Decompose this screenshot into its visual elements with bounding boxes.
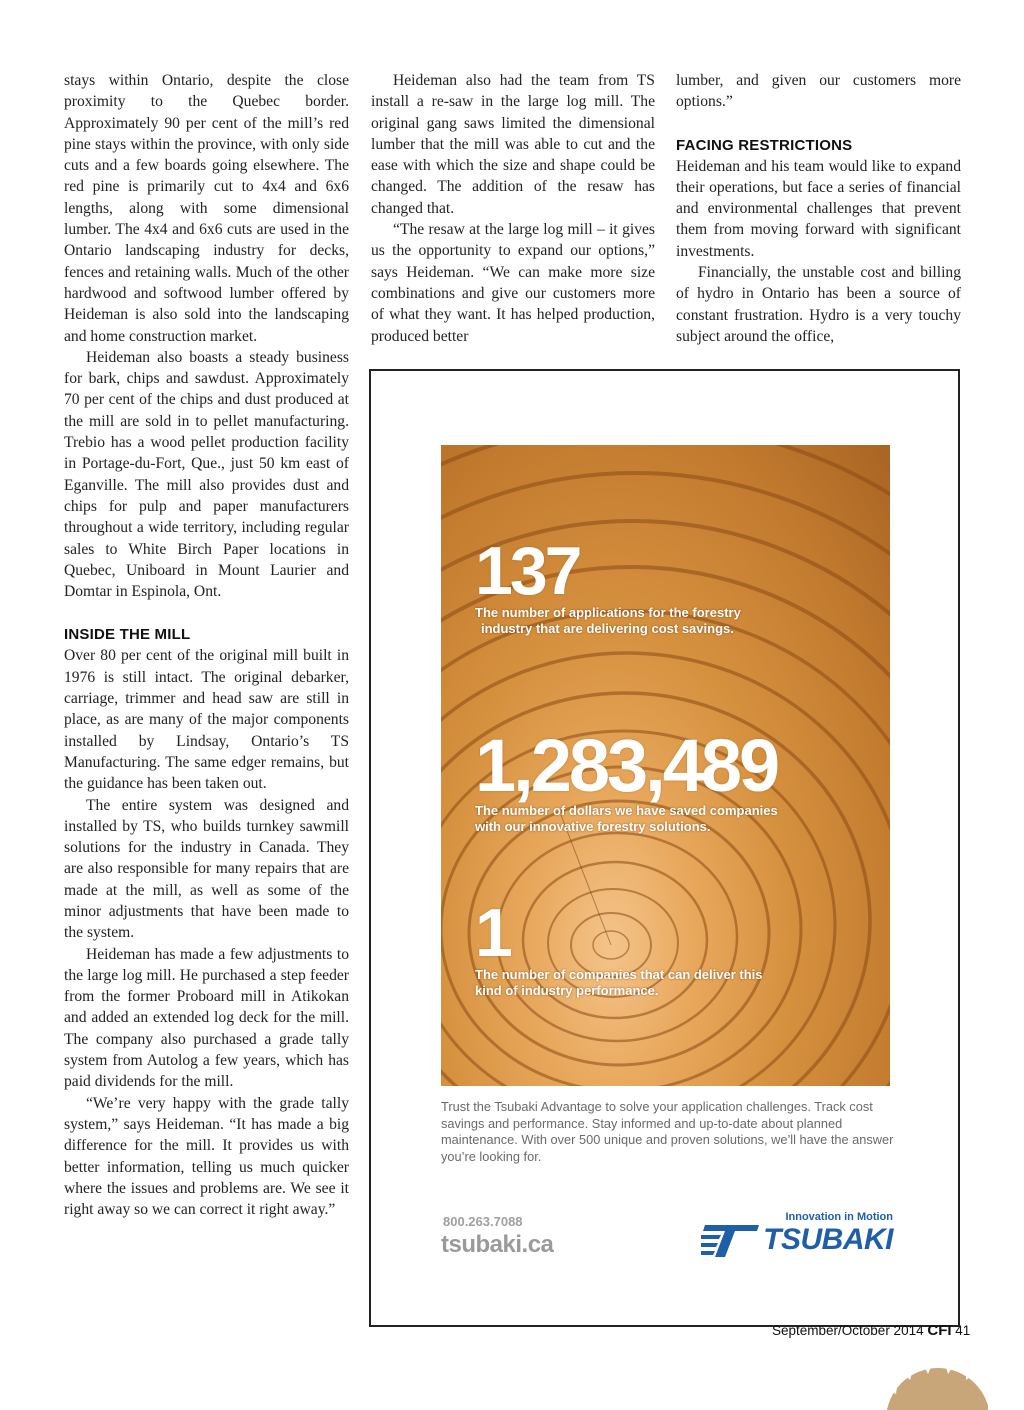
stat-caption: The number of companies that can deliver this [475,967,763,982]
ad-body-text: Trust the Tsubaki Advantage to solve your application challenges. Track cost savings and performance. Stay informed and up-to-date about planned maintenance. With over 500 unique and proven solutions, we’ll have the answer you’re looking for. [441,1099,894,1164]
page-number: 41 [955,1323,971,1338]
article-column-2 [371,70,655,347]
stat-caption: with our innovative forestry solutions. [475,819,711,834]
stat-caption: The number of dollars we have saved companies [475,803,778,818]
ad-brand-name: TSUBAKI [763,1223,893,1256]
paragraph: stays within Ontario, despite the close proximity to the Quebec border. Approximately 90 per cent of the mill’s red pine stays within the province, with only side cuts and a few boards going elsewhere. The red pine is primarily cut to 4x4 and 6x6 lengths, along with some dimensional lumber. The 4x4 and 6x6 cuts are used in the Ontario landscaping industry for decks, fences and retaining walls. Much of the other hardwood and softwood lumber offered by Heideman is also sold into the landscaping and home construction market. [64,72,349,345]
stat-number: 1,283,489 [475,724,778,807]
tsubaki-logo [701,1211,893,1259]
magazine-name: CFI [927,1322,952,1339]
paragraph: “The resaw at the large log mill – it gives us the opportunity to expand our options,” says Heideman. “We can make more size combinations and give our customers more of what they want. It has helped production, produced better [371,221,655,345]
stat-caption: The number of applications for the forestry [475,605,741,620]
issue-date: September/October 2014 [772,1323,924,1338]
paragraph: The entire system was designed and installed by TS, who builds turnkey sawmill solutions for the industry in Canada. They are also responsible for many repairs that are made at the mill, as well as some of the minor adjustments that have been made to the system. [64,796,349,942]
ad-tagline: Innovation in Motion [785,1211,893,1223]
article-column-3 [676,70,961,347]
stat-companies [475,895,763,999]
tsubaki-advertisement [369,369,960,1327]
ad-website-link[interactable]: tsubaki.ca [441,1231,554,1258]
paragraph: Heideman and his team would like to expand their operations, but face a series of financial and environmental challenges that prevent them from moving forward with significant investments. [676,157,961,260]
paragraph: Heideman has made a few adjustments to the large log mill. He purchased a step feeder from the former Proboard mill in Atikokan and added an extended log deck for the mill. The company also purchased a grade tally system from Autolog a few years, which has paid dividends for the mill. [64,945,349,1091]
tsubaki-logo-icon [701,1221,761,1259]
section-heading-inside-the-mill: INSIDE THE MILL [64,626,191,644]
stat-applications [475,533,741,637]
paragraph: “We’re very happy with the grade tally system,” says Heideman. “It has made a big difference for the mill. It provides us with better information, telling us much quicker where the issues and problems are. We see it right away so we can correct it right away.” [64,1094,349,1219]
stat-caption: kind of industry performance. [475,983,659,998]
wood-rings-image [441,445,890,1086]
paragraph: Over 80 per cent of the original mill built in 1976 is still intact. The original debarker, carriage, trimmer and head saw are still in place, as are many of the major components installed by Lindsay, Ontario’s TS Manufacturing. The same edger remains, but the guidance has been taken out. [64,647,349,793]
stat-number: 1 [475,895,510,971]
paragraph: lumber, and given our customers more options.” [676,72,961,111]
stat-dollars-saved [475,724,778,835]
stat-number: 137 [475,533,580,609]
paragraph: Financially, the unstable cost and billing of hydro in Ontario has been a source of constant frustration. Hydro is a very touchy subject around the office, [676,264,961,345]
section-heading-facing-restrictions: FACING RESTRICTIONS [676,136,853,154]
page-footer [772,1322,970,1339]
paragraph: Heideman also boasts a steady business for bark, chips and sawdust. Approximately 70 per cent of the chips and dust produced at the mill are sold in to pellet manufacturing. Trebio has a wood pellet production facility in Portage-du-Fort, Que., just 50 km east of Eganville. The mill also provides dust and chips for pulp and paper manufacturers throughout a wide territory, including regular sales to White Birch Paper locations in Quebec, Uniboard in Mount Laurier and Domtar in Espinola, Ont. [64,348,349,601]
article-column-1 [64,70,349,1220]
ad-phone-number[interactable]: 800.263.7088 [443,1214,523,1229]
saw-blade-icon [868,1350,988,1410]
stat-caption: industry that are delivering cost savings. [481,621,734,636]
paragraph: Heideman also had the team from TS install a re-saw in the large log mill. The original gang saws limited the dimensional lumber that the mill was able to cut and the ease with which the size and shape could be changed. The addition of the resaw has changed that. [371,72,655,217]
